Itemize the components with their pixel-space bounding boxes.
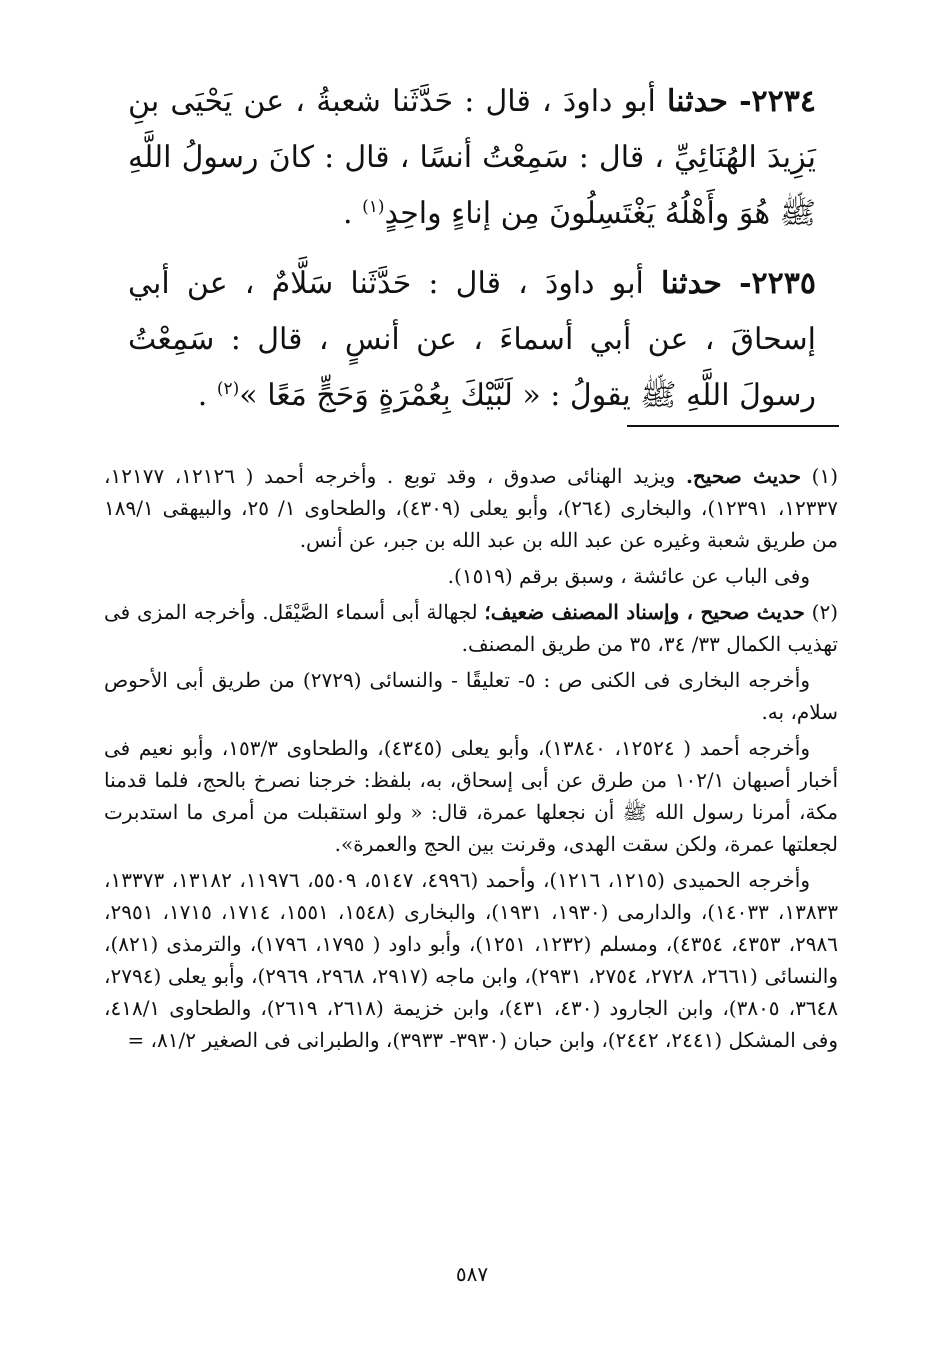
footnote-divider xyxy=(627,425,839,427)
hadith-text: أبو داودَ ، قال : حَدَّثَنا سَلَّامٌ ، عن أبي إسحاقَ ، عن أبي أسماءَ ، عن أنسٍ ، قال : سَمِعْتُ رسولَ اللَّهِ ﷺ يقولُ : « لَبَّيْكَ بِعُمْرَةٍ وَحَجٍّ مَعًا » xyxy=(128,266,816,413)
hadith-number: ٢٢٣٤- xyxy=(739,84,816,119)
hadith-end: . xyxy=(343,196,363,231)
hadith-number: ٢٢٣٥- xyxy=(739,266,816,301)
page-number: ٥٨٧ xyxy=(455,1262,489,1286)
footnote-marker: (٢) xyxy=(216,379,240,399)
hadith-lead: حدثنا xyxy=(661,266,722,301)
footnote-2-grade: حديث صحيح ، وإسناد المصنف ضعيف؛ xyxy=(484,600,805,624)
footnote-1-text: ويزيد الهنائى صدوق ، وقد توبع . وأخرجه أحمد ( ١٢١٢٦، ١٢١٧٧، ١٢٣٣٧، ١٢٣٩١)، والبخارى (٢٦٤)، وأبو يعلى (٤٣٠٩)، والطحاوى ١/ ٢٥، والبيهقى ١٨٩/١ من طريق شعبة وغيره عن عبد الله بن عبد الله بن جبر، عن أنس. xyxy=(104,464,838,552)
footnote-2 xyxy=(104,596,838,660)
footnote-2-marker: (٢) xyxy=(811,600,838,624)
footnote-2-para-b: وأخرجه البخارى فى الكنى ص : ٥- تعليقًا - والنسائى (٢٧٢٩) من طريق أبى الأحوص سلام، به. xyxy=(104,668,838,724)
footnote-2-para-d: وأخرجه الحميدى (١٢١٥، ١٢١٦)، وأحمد (٤٩٩٦، ٥١٤٧، ٥٥٠٩، ١١٩٧٦، ١٣١٨٢، ١٣٣٧٣، ١٣٨٣٣، ١٤٠٣٣)، والدارمى (١٩٣٠، ١٩٣١)، والبخارى (١٥٤٨، ١٥٥١، ١٧١٤، ١٧١٥، ٢٩٥١، ٢٩٨٦، ٤٣٥٣، ٤٣٥٤)، ومسلم (١٢٣٢، ١٢٥١)، وأبو داود ( ١٧٩٥، ١٧٩٦)، والترمذى (٨٢١)، والنسائى (٢٦٦١، ٢٧٢٨، ٢٧٥٤، ٢٩٣١)، وابن ماجه (٢٩١٧، ٢٩٦٨، ٢٩٦٩)، وأبو يعلى (٢٧٩٤، ٣٦٤٨، ٣٨٠٥)، وابن الجارود (٤٣٠، ٤٣١)، وابن خزيمة (٢٦١٨، ٢٦١٩)، والطحاوى ٤١٨/١، وفى المشكل (٢٤٤١، ٢٤٤٢)، وابن حبان (٣٩٣٠- ٣٩٣٣)، والطبرانى فى الصغير ٨١/٢، = xyxy=(104,868,839,1052)
hadith-2234 xyxy=(128,74,816,242)
hadith-section xyxy=(128,74,816,438)
footnote-2-para-c: وأخرجه أحمد ( ١٢٥٢٤، ١٣٨٤٠)، وأبو يعلى (٤٣٤٥)، والطحاوى ١٥٣/٣، وأبو نعيم فى أخبار أصبهان ١٠٢/١ من طرق عن أبى إسحاق، به، بلفظ: خرجنا نصرخ بالحج، فلما قدمنا مكة، أمرنا رسول الله ﷺ أن نجعلها عمرة، قال: « ولو استقبلت من أمرى ما استدبرت لجعلتها عمرة، ولكن سقت الهدى، وقرنت بين الحج والعمرة». xyxy=(104,736,838,856)
footnotes-section xyxy=(104,460,838,1060)
hadith-lead: حدثنا xyxy=(667,84,728,119)
footnote-marker: (١) xyxy=(362,197,385,217)
hadith-2235 xyxy=(128,256,816,424)
footnote-2-text: لجهالة أبى أسماء الصَّيْقَل. وأخرجه المزى فى تهذيب الكمال ٣٣/ ٣٤، ٣٥ من طريق المصنف. xyxy=(104,600,838,656)
footnote-1-cont: وفى الباب عن عائشة ، وسبق برقم (١٥١٩). xyxy=(447,564,810,588)
footnote-1 xyxy=(104,460,838,556)
footnote-1-grade: حديث صحيح. xyxy=(685,464,802,488)
footnote-1-marker: (١) xyxy=(811,464,838,488)
hadith-end: . xyxy=(197,378,217,413)
hadith-text: أبو داودَ ، قال : حَدَّثَنا شعبةُ ، عن يَحْيَى بنِ يَزِيدَ الهُنَائِيِّ ، قال : سَمِعْتُ أنسًا ، قال : كانَ رسولُ اللَّهِ ﷺ هُوَ وأَهْلُهُ يَغْتَسِلُونَ مِن إناءٍ واحِدٍ xyxy=(128,84,816,231)
